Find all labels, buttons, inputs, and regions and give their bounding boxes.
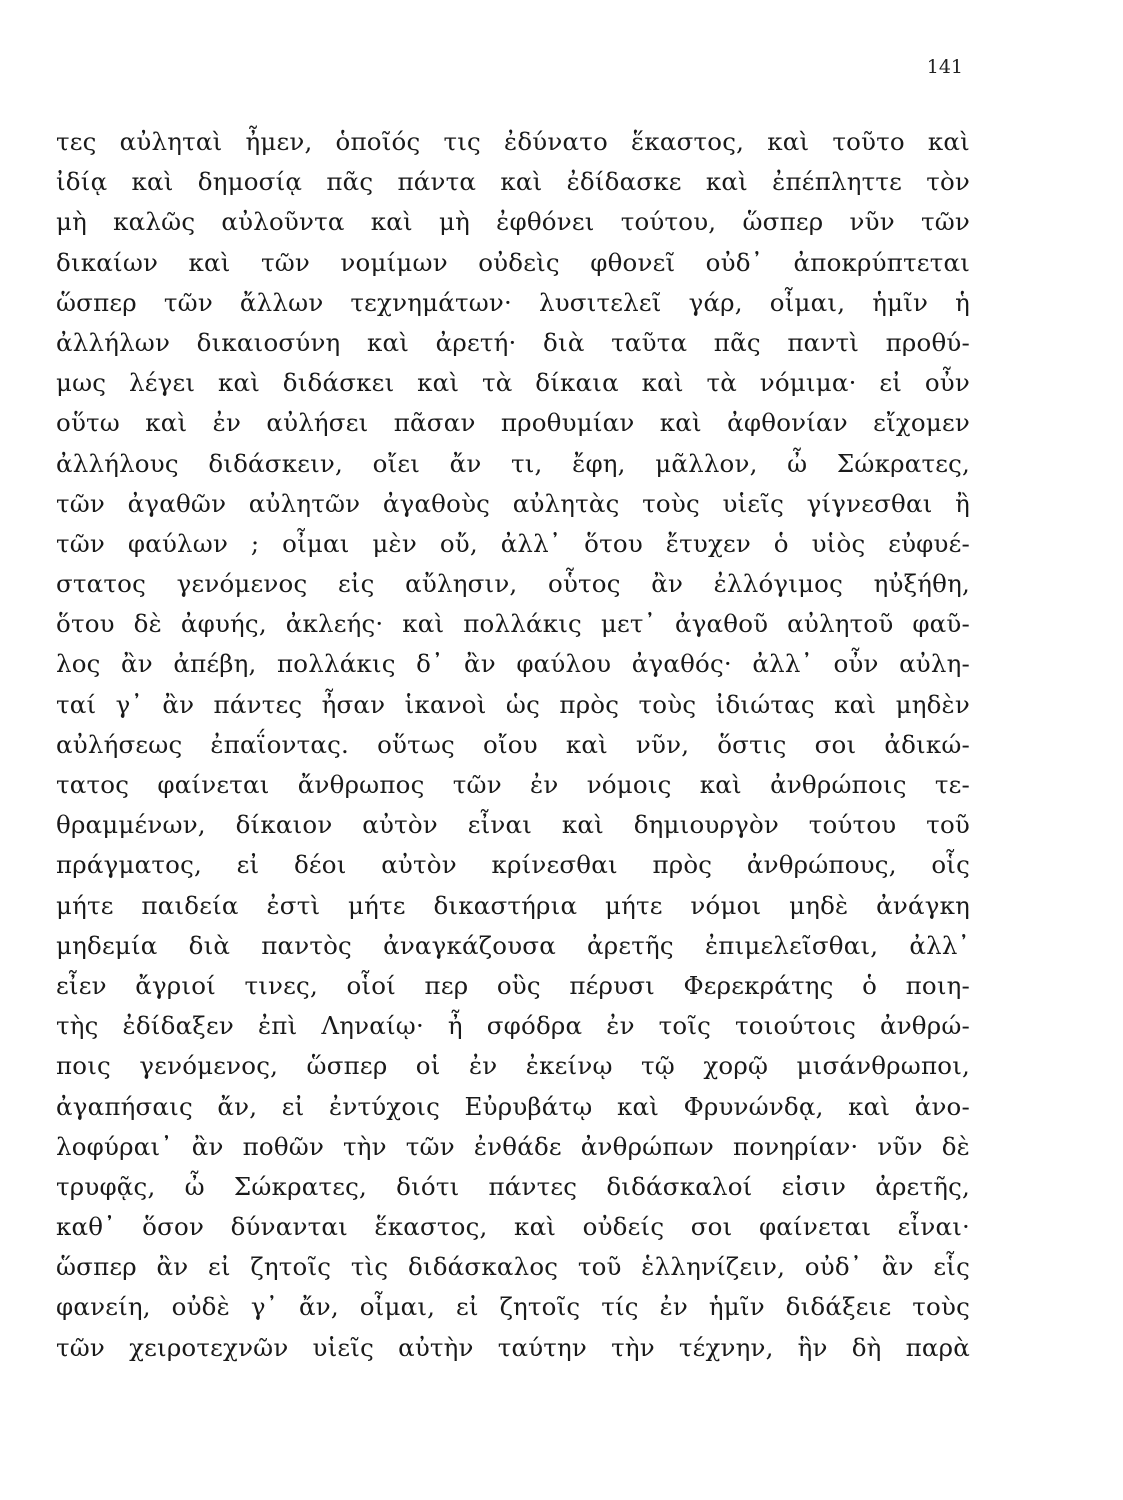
page-number: 141 — [926, 56, 963, 78]
text-line: οὕτω καὶ ἐν αὐλήσει πᾶσαν προθυμίαν καὶ ἀφθονίαν εἴχομεν — [56, 408, 970, 438]
text-line: ὥσπερ τῶν ἄλλων τεχνημάτων· λυσιτελεῖ γάρ, οἶμαι, ἡμῖν ἡ — [56, 287, 970, 317]
text-line: πράγματος, εἰ δέοι αὐτὸν κρίνεσθαι πρὸς ἀνθρώπους, οἷς — [56, 850, 970, 880]
text-line: τατος φαίνεται ἄνθρωπος τῶν ἐν νόμοις καὶ ἀνθρώποις τε- — [56, 770, 970, 799]
text-line: μηδεμία διὰ παντὸς ἀναγκάζουσα ἀρετῆς ἐπιμελεῖσθαι, ἀλλ᾽ — [56, 930, 970, 960]
text-line: τρυφᾷς, ὦ Σώκρατες, διότι πάντες διδάσκαλοί εἰσιν ἀρετῆς, — [56, 1171, 970, 1201]
text-line: τῶν φαύλων ; οἶμαι μὲν οὔ, ἀλλ᾽ ὅτου ἔτυχεν ὁ υἱὸς εὐφυέ- — [56, 528, 970, 558]
text-line: ἰδίᾳ καὶ δημοσίᾳ πᾶς πάντα καὶ ἐδίδασκε καὶ ἐπέπληττε τὸν — [56, 167, 970, 197]
text-line: ὅτου δὲ ἀφυής, ἀκλεής· καὶ πολλάκις μετ᾽ ἀγαθοῦ αὐλητοῦ φαῦ- — [56, 609, 970, 639]
text-line: ἀλλήλων δικαιοσύνη καὶ ἀρετή· διὰ ταῦτα πᾶς παντὶ προθύ- — [56, 327, 970, 357]
text-line: λος ἂν ἀπέβη, πολλάκις δ᾽ ἂν φαύλου ἀγαθός· ἀλλ᾽ οὖν αὐλη- — [56, 649, 970, 679]
text-line: μως λέγει καὶ διδάσκει καὶ τὰ δίκαια καὶ τὰ νόμιμα· εἰ οὖν — [56, 368, 970, 398]
text-line: εἶεν ἄγριοί τινες, οἷοί περ οὓς πέρυσι Φερεκράτης ὁ ποιη- — [56, 970, 970, 1000]
text-line: τες αὐληταὶ ἦμεν, ὁποῖός τις ἐδύνατο ἕκαστος, καὶ τοῦτο καὶ — [56, 127, 970, 156]
text-line: ταί γ᾽ ἂν πάντες ἦσαν ἱκανοὶ ὡς πρὸς τοὺς ἰδιώτας καὶ μηδὲν — [56, 689, 970, 719]
text-line: θραμμένων, δίκαιον αὐτὸν εἶναι καὶ δημιουργὸν τούτου τοῦ — [56, 810, 970, 840]
text-line: φανείη, οὐδὲ γ᾽ ἄν, οἶμαι, εἰ ζητοῖς τίς ἐν ἡμῖν διδάξειε τοὺς — [56, 1292, 970, 1322]
text-line: τῶν ἀγαθῶν αὐλητῶν ἀγαθοὺς αὐλητὰς τοὺς υἱεῖς γίγνεσθαι ἢ — [56, 488, 970, 518]
text-line: δικαίων καὶ τῶν νομίμων οὐδεὶς φθονεῖ οὐδ᾽ ἀποκρύπτεται — [56, 247, 970, 277]
text-line: ποις γενόμενος, ὥσπερ οἱ ἐν ἐκείνῳ τῷ χορῷ μισάνθρωποι, — [56, 1051, 970, 1081]
text-line: αὐλήσεως ἐπαΐοντας. οὕτως οἴου καὶ νῦν, ὅστις σοι ἀδικώ- — [56, 729, 970, 759]
text-line: στατος γενόμενος εἰς αὔλησιν, οὗτος ἂν ἐλλόγιμος ηὐξήθη, — [56, 569, 970, 599]
text-line: ἀγαπήσαις ἄν, εἰ ἐντύχοις Εὐρυβάτῳ καὶ Φρυνώνδᾳ, καὶ ἀνο- — [56, 1091, 970, 1121]
text-line: μήτε παιδεία ἐστὶ μήτε δικαστήρια μήτε νόμοι μηδὲ ἀνάγκη — [56, 890, 970, 920]
text-line: λοφύραι᾽ ἂν ποθῶν τὴν τῶν ἐνθάδε ἀνθρώπων πονηρίαν· νῦν δὲ — [56, 1131, 970, 1161]
text-line: τῶν χειροτεχνῶν υἱεῖς αὐτὴν ταύτην τὴν τέχνην, ἣν δὴ παρὰ — [56, 1332, 970, 1362]
body-text — [56, 122, 970, 1368]
text-line: τὴς ἐδίδαξεν ἐπὶ Ληναίῳ· ἦ σφόδρα ἐν τοῖς τοιούτοις ἀνθρώ- — [56, 1011, 970, 1041]
text-line: ἀλλήλους διδάσκειν, οἴει ἄν τι, ἔφη, μᾶλλον, ὦ Σώκρατες, — [56, 448, 970, 478]
text-line: μὴ καλῶς αὐλοῦντα καὶ μὴ ἐφθόνει τούτου, ὥσπερ νῦν τῶν — [56, 207, 970, 237]
text-line: ὥσπερ ἂν εἰ ζητοῖς τὶς διδάσκαλος τοῦ ἑλληνίζειν, οὐδ᾽ ἂν εἷς — [56, 1252, 970, 1282]
text-line: καθ᾽ ὅσον δύνανται ἕκαστος, καὶ οὐδείς σοι φαίνεται εἶναι· — [56, 1212, 970, 1242]
